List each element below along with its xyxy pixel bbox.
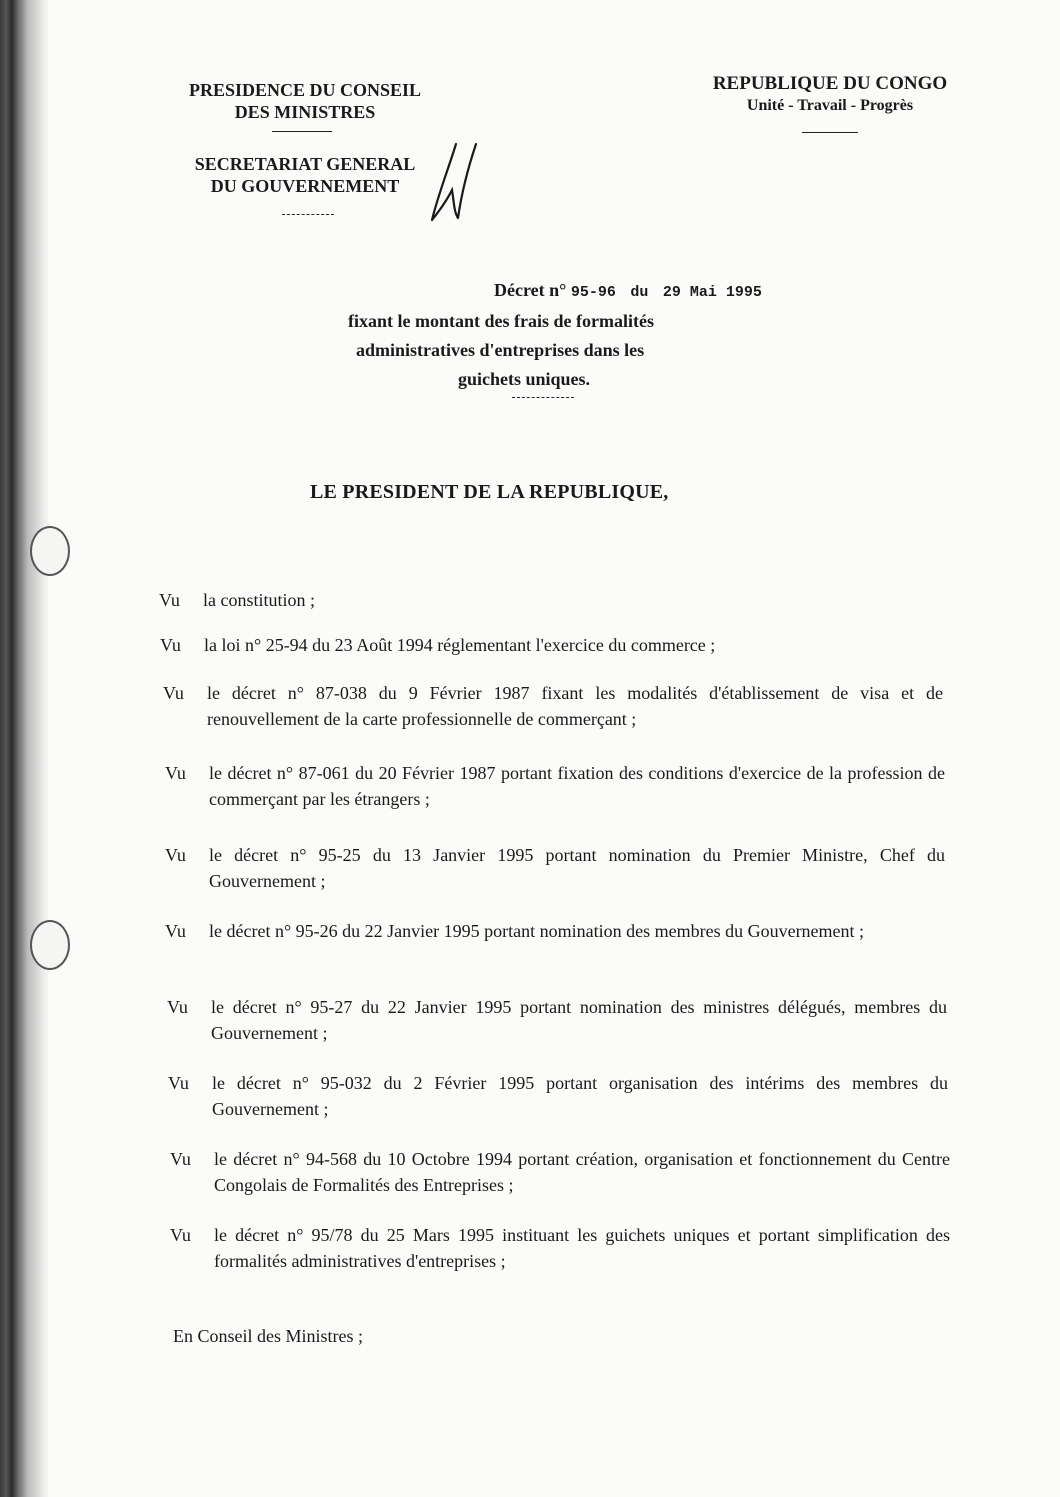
vu-label: Vu (170, 1149, 191, 1169)
vu-text: la loi n° 25-94 du 23 Août 1994 réglementant l'exercice du commerce ; (204, 635, 716, 655)
decree-subject-line-3: guichets uniques. (458, 369, 591, 389)
decree-subject-line-1: fixant le montant des frais de formalités (348, 311, 654, 331)
issuer-line-2: DES MINISTRES (234, 102, 376, 122)
decree-date-prefix: du (630, 284, 649, 301)
vu-text: le décret n° 95-26 du 22 Janvier 1995 portant nomination des membres du Gouvernement ; (209, 921, 865, 941)
decree-number-line: Décret n° 95-96 du 29 Mai 1995 (494, 280, 762, 301)
vu-label: Vu (160, 635, 181, 655)
title-dashed-separator (512, 397, 574, 398)
vu-text: le décret n° 95/78 du 25 Mars 1995 instituant les guichets uniques et portant simplification des formalités administratives d'entreprises ; (214, 1225, 950, 1271)
secretariat-line-1: SECRETARIAT GENERAL (194, 154, 416, 174)
vu-text: la constitution ; (203, 590, 315, 610)
decree-date: 29 Mai 1995 (662, 284, 762, 301)
vu-label: Vu (159, 590, 180, 610)
president-heading: LE PRESIDENT DE LA REPUBLIQUE, (310, 481, 669, 503)
vu-text: le décret n° 95-27 du 22 Janvier 1995 portant nomination des ministres délégués, membres du Gouvernement ; (211, 997, 947, 1043)
left-header (160, 79, 450, 123)
decree-title-block (330, 276, 850, 394)
left-subheader (160, 153, 450, 197)
header-dashed-separator (282, 214, 334, 215)
vu-text: le décret n° 94-568 du 10 Octobre 1994 portant création, organisation et fonctionnement du Centre Congolais de Formalités des Entreprises ; (214, 1149, 950, 1195)
secretariat-line-2: DU GOUVERNEMENT (210, 176, 400, 196)
national-motto: Unité - Travail - Progrès (746, 97, 914, 114)
header-separator (272, 131, 332, 132)
vu-label: Vu (165, 763, 186, 783)
punch-hole (30, 920, 70, 970)
council-closing: En Conseil des Ministres ; (173, 1326, 363, 1346)
vu-label: Vu (163, 683, 184, 703)
vu-label: Vu (170, 1225, 191, 1245)
punch-hole (30, 526, 70, 576)
vu-text: le décret n° 95-25 du 13 Janvier 1995 portant nomination du Premier Ministre, Chef du Gouvernement ; (209, 845, 945, 891)
scan-binding-edge (0, 0, 48, 1497)
decree-number: 95-96 (570, 284, 616, 301)
vu-label: Vu (165, 921, 186, 941)
issuer-line-1: PRESIDENCE DU CONSEIL (188, 80, 422, 100)
decree-subject-line-2: administratives d'entreprises dans les (356, 340, 645, 360)
country-name: REPUBLIQUE DU CONGO (712, 73, 948, 94)
right-header (690, 73, 970, 117)
vu-text: le décret n° 87-038 du 9 Février 1987 fixant les modalités d'établissement de visa et de renouvellement de la carte professionnelle de commerçant ; (207, 683, 943, 729)
motto-separator (802, 132, 858, 133)
vu-label: Vu (167, 997, 188, 1017)
vu-label: Vu (165, 845, 186, 865)
vu-label: Vu (168, 1073, 189, 1093)
vu-text: le décret n° 87-061 du 20 Février 1987 portant fixation des conditions d'exercice de la profession de commerçant par les étrangers ; (209, 763, 945, 809)
handwritten-initials (418, 140, 488, 230)
vu-text: le décret n° 95-032 du 2 Février 1995 portant organisation des intérims des membres du Gouvernement ; (212, 1073, 948, 1119)
